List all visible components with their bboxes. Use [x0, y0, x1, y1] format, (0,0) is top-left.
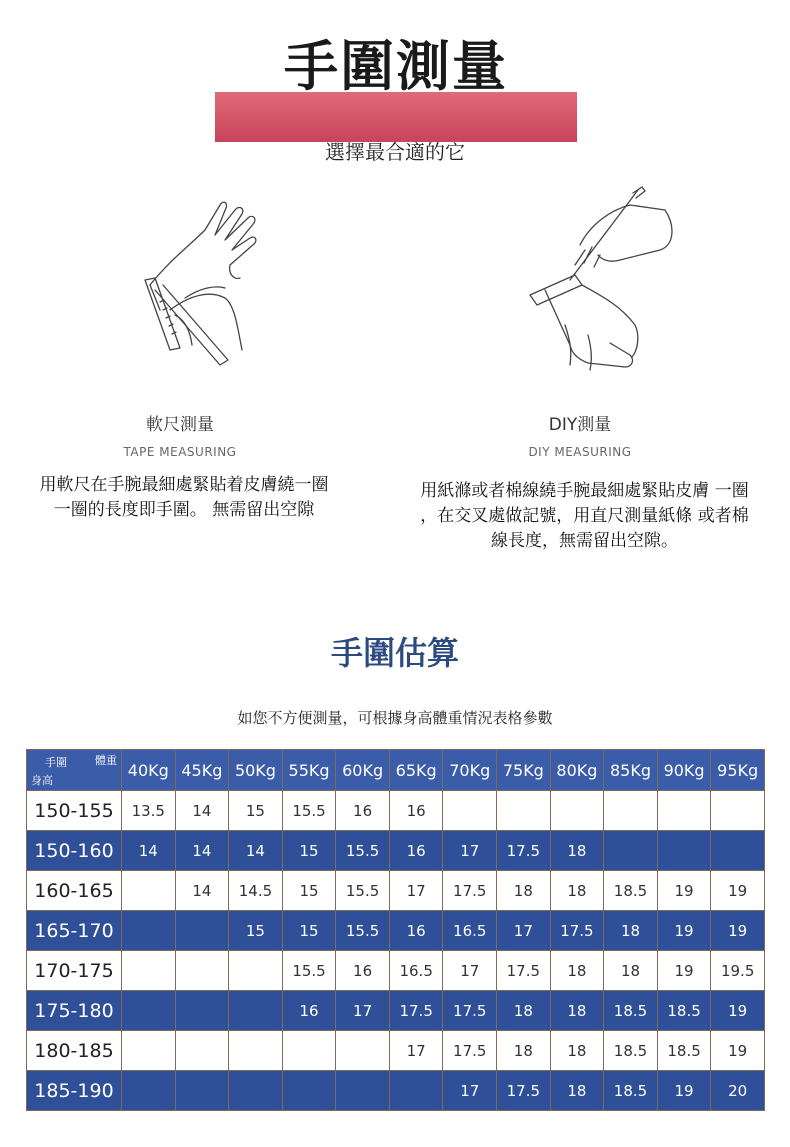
- page-subtitle: 選擇最合適的它: [325, 140, 465, 164]
- wrist-size-cell: 19: [711, 871, 765, 911]
- wrist-size-cell: 18: [604, 951, 658, 991]
- height-range-cell: 170-175: [27, 951, 122, 991]
- wrist-size-cell: 16: [282, 991, 336, 1031]
- wrist-size-cell: 15: [229, 911, 283, 951]
- wrist-size-cell: [711, 831, 765, 871]
- tape-desc-line-1: 用軟尺在手腕最細處緊貼着皮膚繞一圈: [39, 475, 329, 495]
- wrist-size-cell: 15: [282, 911, 336, 951]
- wrist-size-cell: 17.5: [443, 871, 497, 911]
- diy-desc-line-3: 線長度，無需留出空隙。: [491, 531, 678, 551]
- weight-column-header: 85Kg: [604, 750, 658, 791]
- wrist-size-cell: 17: [443, 831, 497, 871]
- wrist-size-cell: 17: [443, 951, 497, 991]
- wrist-size-cell: [282, 1031, 336, 1071]
- diy-desc-line-2: ，在交叉處做記號，用直尺測量紙條 或者棉: [420, 506, 749, 526]
- weight-column-header: 95Kg: [711, 750, 765, 791]
- wrist-size-cell: 19: [657, 871, 711, 911]
- table-row: [27, 951, 765, 991]
- weight-column-header: 50Kg: [229, 750, 283, 791]
- wrist-size-cell: [175, 951, 229, 991]
- wrist-size-cell: 19: [711, 911, 765, 951]
- wrist-size-cell: 16: [389, 791, 443, 831]
- wrist-size-cell: 20: [711, 1071, 765, 1111]
- tape-desc-line-2: 一圈的長度即手圍。 無需留出空隙: [53, 500, 315, 520]
- wrist-size-cell: 18.5: [657, 1031, 711, 1071]
- wrist-size-cell: 18.5: [604, 871, 658, 911]
- wrist-size-cell: [122, 951, 176, 991]
- wrist-size-cell: 15: [282, 871, 336, 911]
- diy-desc-line-1: 用紙滌或者棉線繞手腕最細處緊貼皮膚 一圈: [420, 481, 749, 501]
- wrist-size-cell: 17.5: [497, 951, 551, 991]
- wrist-size-cell: [122, 1031, 176, 1071]
- weight-column-header: 65Kg: [389, 750, 443, 791]
- wrist-size-cell: 18: [497, 871, 551, 911]
- wrist-size-cell: 13.5: [122, 791, 176, 831]
- wrist-size-cell: 18: [550, 831, 604, 871]
- wrist-size-cell: 17: [389, 1031, 443, 1071]
- wrist-size-cell: 18.5: [604, 1071, 658, 1111]
- wrist-size-cell: 16: [389, 911, 443, 951]
- diy-method-description: [392, 479, 777, 554]
- wrist-size-cell: 17.5: [497, 831, 551, 871]
- wrist-size-cell: 14: [229, 831, 283, 871]
- wrist-size-cell: [443, 791, 497, 831]
- wrist-size-cell: 18: [550, 991, 604, 1031]
- height-range-cell: 150-160: [27, 831, 122, 871]
- table-row: [27, 791, 765, 831]
- wrist-size-cell: [229, 1071, 283, 1111]
- diy-measuring-illustration: [510, 185, 690, 380]
- wrist-size-cell: 17.5: [497, 1071, 551, 1111]
- wrist-size-cell: [122, 871, 176, 911]
- wrist-size-cell: 18: [550, 1031, 604, 1071]
- wrist-size-cell: [175, 911, 229, 951]
- wrist-size-cell: 18: [550, 871, 604, 911]
- wrist-size-cell: [497, 791, 551, 831]
- wrist-size-cell: 15.5: [336, 871, 390, 911]
- wrist-size-cell: 19: [711, 1031, 765, 1071]
- wrist-size-cell: 18: [550, 1071, 604, 1111]
- diy-method-caption: [490, 410, 670, 459]
- wrist-size-cell: 15: [282, 831, 336, 871]
- table-row: [27, 831, 765, 871]
- wrist-size-cell: 15: [229, 791, 283, 831]
- weight-column-header: 75Kg: [497, 750, 551, 791]
- wrist-size-cell: [657, 831, 711, 871]
- table-corner-cell: [27, 750, 122, 791]
- wrist-size-cell: 19: [657, 911, 711, 951]
- weight-column-header: 45Kg: [175, 750, 229, 791]
- wrist-size-cell: 19: [657, 1071, 711, 1111]
- wrist-size-cell: [122, 911, 176, 951]
- tape-method-title: 軟尺測量: [146, 415, 214, 435]
- wrist-size-cell: [550, 791, 604, 831]
- wrist-size-cell: 14: [175, 871, 229, 911]
- wrist-size-cell: 15.5: [282, 791, 336, 831]
- wrist-size-cell: 18: [604, 911, 658, 951]
- wrist-size-cell: [336, 1031, 390, 1071]
- wrist-size-cell: 16: [336, 951, 390, 991]
- table-body: [27, 791, 765, 1111]
- wrist-size-cell: [604, 791, 658, 831]
- wrist-size-cell: 14: [122, 831, 176, 871]
- wrist-size-cell: 19: [711, 991, 765, 1031]
- table-row: [27, 1031, 765, 1071]
- wrist-size-cell: 17: [389, 871, 443, 911]
- wrist-size-cell: 15.5: [336, 831, 390, 871]
- height-range-cell: 180-185: [27, 1031, 122, 1071]
- weight-column-header: 40Kg: [122, 750, 176, 791]
- table-header-row: [27, 750, 765, 791]
- height-range-cell: 150-155: [27, 791, 122, 831]
- wrist-size-cell: [389, 1071, 443, 1111]
- table-row: [27, 1071, 765, 1111]
- estimate-note: 如您不方便測量，可根據身高體重情況表格參數: [237, 709, 553, 727]
- wrist-size-cell: [282, 1071, 336, 1111]
- wrist-size-cell: [229, 991, 283, 1031]
- wrist-size-cell: [711, 791, 765, 831]
- wrist-size-cell: [657, 791, 711, 831]
- wrist-size-cell: 17: [336, 991, 390, 1031]
- wrist-size-cell: 16.5: [389, 951, 443, 991]
- wrist-size-cell: 19.5: [711, 951, 765, 991]
- estimate-heading: 手圍估算: [330, 634, 459, 672]
- wrist-size-cell: 17.5: [443, 991, 497, 1031]
- wrist-size-cell: 17: [443, 1071, 497, 1111]
- wrist-size-cell: [229, 1031, 283, 1071]
- wrist-size-cell: [175, 1071, 229, 1111]
- wrist-size-cell: [122, 991, 176, 1031]
- wrist-size-cell: 17.5: [389, 991, 443, 1031]
- title-block: [215, 30, 577, 114]
- wrist-size-cell: 18.5: [604, 1031, 658, 1071]
- wrist-size-cell: 17.5: [550, 911, 604, 951]
- corner-label-wrist: 手圍: [45, 756, 67, 769]
- wrist-size-cell: 17: [497, 911, 551, 951]
- tape-measuring-illustration: [130, 190, 270, 380]
- wrist-size-cell: 18: [497, 991, 551, 1031]
- wrist-size-cell: [175, 991, 229, 1031]
- wrist-size-cell: [122, 1071, 176, 1111]
- height-range-cell: 185-190: [27, 1071, 122, 1111]
- wrist-size-cell: 14: [175, 831, 229, 871]
- diy-method-title: DIY測量: [548, 415, 612, 435]
- table-row: [27, 991, 765, 1031]
- wrist-size-cell: 15.5: [336, 911, 390, 951]
- table-row: [27, 871, 765, 911]
- weight-column-header: 55Kg: [282, 750, 336, 791]
- diy-method-subtitle: DIY MEASURING: [528, 445, 632, 459]
- wrist-size-cell: 18: [550, 951, 604, 991]
- weight-column-header: 70Kg: [443, 750, 497, 791]
- wrist-size-cell: [229, 951, 283, 991]
- height-range-cell: 165-170: [27, 911, 122, 951]
- wrist-size-cell: [175, 1031, 229, 1071]
- table-row: [27, 911, 765, 951]
- wrist-size-cell: 18.5: [604, 991, 658, 1031]
- wrist-size-cell: 14.5: [229, 871, 283, 911]
- wrist-size-cell: 18.5: [657, 991, 711, 1031]
- corner-label-height: 身高: [31, 774, 53, 787]
- tape-method-description: [14, 473, 354, 523]
- weight-column-header: 80Kg: [550, 750, 604, 791]
- wrist-size-cell: [604, 831, 658, 871]
- corner-label-weight: 體重: [95, 754, 117, 767]
- tape-method-subtitle: TAPE MEASURING: [123, 445, 237, 459]
- wrist-size-cell: [336, 1071, 390, 1111]
- page-title: 手圍測量: [284, 35, 508, 98]
- weight-column-header: 90Kg: [657, 750, 711, 791]
- wrist-size-cell: 16: [336, 791, 390, 831]
- wrist-size-cell: 15.5: [282, 951, 336, 991]
- wrist-size-cell: 19: [657, 951, 711, 991]
- wrist-size-cell: 16: [389, 831, 443, 871]
- wrist-size-table: [26, 749, 765, 1111]
- wrist-size-cell: 17.5: [443, 1031, 497, 1071]
- weight-column-header: 60Kg: [336, 750, 390, 791]
- tape-method-caption: [90, 410, 270, 459]
- height-range-cell: 175-180: [27, 991, 122, 1031]
- wrist-size-cell: 16.5: [443, 911, 497, 951]
- wrist-size-cell: 18: [497, 1031, 551, 1071]
- height-range-cell: 160-165: [27, 871, 122, 911]
- wrist-size-cell: 14: [175, 791, 229, 831]
